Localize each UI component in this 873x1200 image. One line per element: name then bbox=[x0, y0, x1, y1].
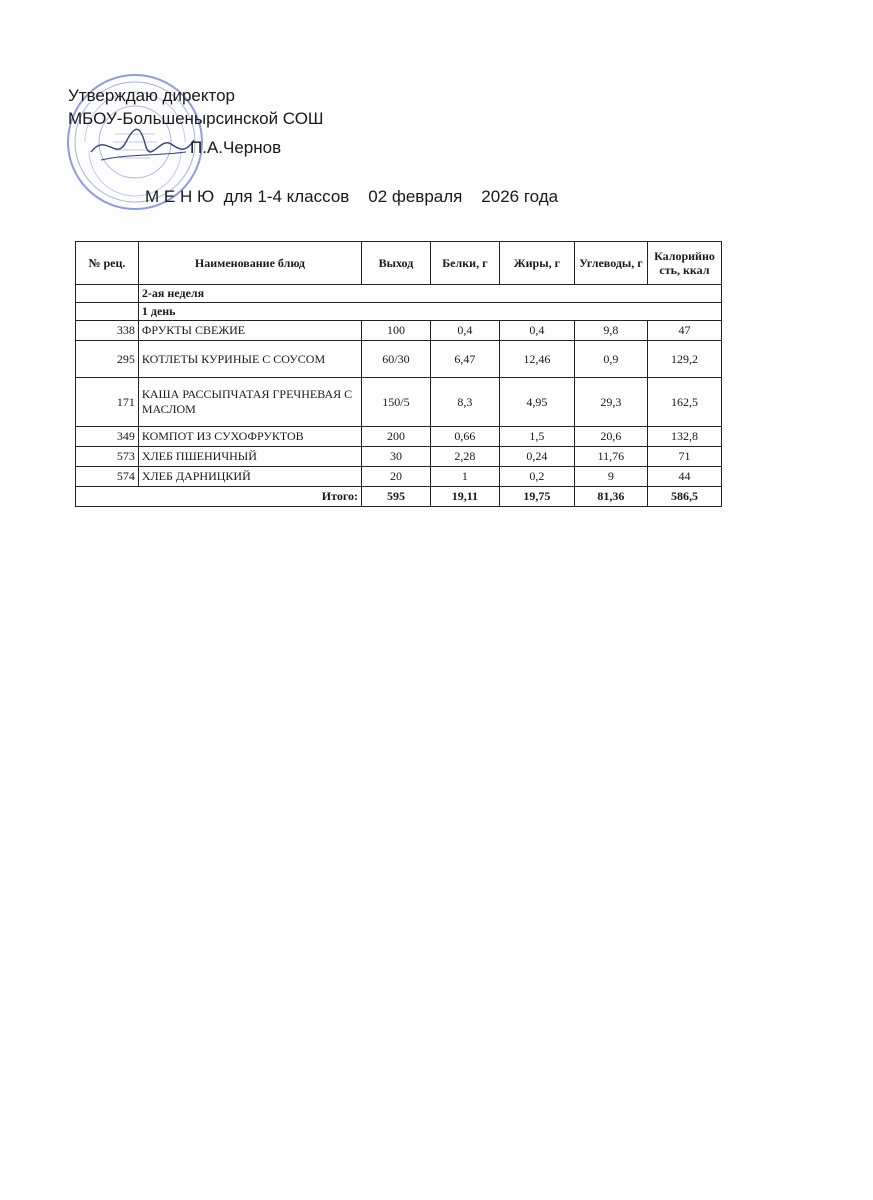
day-label: 1 день bbox=[138, 303, 721, 321]
recipe-num: 295 bbox=[76, 341, 139, 378]
day-row bbox=[76, 303, 722, 321]
table-row bbox=[76, 378, 722, 427]
school-name: МБОУ-Большенырсинской СОШ bbox=[68, 109, 324, 128]
total-proteins: 19,11 bbox=[430, 487, 499, 507]
total-row bbox=[76, 487, 722, 507]
header-carbs: Углеводы, г bbox=[574, 242, 647, 285]
total-output: 595 bbox=[361, 487, 430, 507]
carbs-cell: 20,6 bbox=[574, 427, 647, 447]
table-row bbox=[76, 467, 722, 487]
proteins-cell: 8,3 bbox=[430, 378, 499, 427]
total-calories: 586,5 bbox=[647, 487, 721, 507]
fats-cell: 0,2 bbox=[499, 467, 574, 487]
proteins-cell: 0,66 bbox=[430, 427, 499, 447]
carbs-cell: 11,76 bbox=[574, 447, 647, 467]
output-cell: 200 bbox=[361, 427, 430, 447]
menu-title bbox=[145, 187, 558, 207]
menu-word: М Е Н Ю bbox=[145, 187, 215, 206]
week-label: 2-ая неделя bbox=[138, 285, 721, 303]
carbs-cell: 9 bbox=[574, 467, 647, 487]
recipe-num: 573 bbox=[76, 447, 139, 467]
carbs-cell: 0,9 bbox=[574, 341, 647, 378]
fats-cell: 4,95 bbox=[499, 378, 574, 427]
total-label: Итого: bbox=[76, 487, 362, 507]
calories-cell: 71 bbox=[647, 447, 721, 467]
calories-cell: 44 bbox=[647, 467, 721, 487]
header-proteins: Белки, г bbox=[430, 242, 499, 285]
menu-table bbox=[75, 241, 722, 507]
dish-name: КОТЛЕТЫ КУРИНЫЕ С СОУСОМ bbox=[138, 341, 361, 378]
recipe-num: 338 bbox=[76, 321, 139, 341]
recipe-num: 574 bbox=[76, 467, 139, 487]
output-cell: 60/30 bbox=[361, 341, 430, 378]
fats-cell: 0,4 bbox=[499, 321, 574, 341]
header-recipe-num: № рец. bbox=[76, 242, 139, 285]
recipe-num: 349 bbox=[76, 427, 139, 447]
dish-name: ХЛЕБ ДАРНИЦКИЙ bbox=[138, 467, 361, 487]
carbs-cell: 29,3 bbox=[574, 378, 647, 427]
dish-name: КАША РАССЫПЧАТАЯ ГРЕЧНЕВАЯ С МАСЛОМ bbox=[138, 378, 361, 427]
dish-name: ХЛЕБ ПШЕНИЧНЫЙ bbox=[138, 447, 361, 467]
total-carbs: 81,36 bbox=[574, 487, 647, 507]
proteins-cell: 0,4 bbox=[430, 321, 499, 341]
menu-year: 2026 года bbox=[481, 187, 559, 206]
calories-cell: 47 bbox=[647, 321, 721, 341]
fats-cell: 0,24 bbox=[499, 447, 574, 467]
handwritten-signature-icon bbox=[86, 122, 196, 172]
dish-name: КОМПОТ ИЗ СУХОФРУКТОВ bbox=[138, 427, 361, 447]
approval-heading: Утверждаю директор bbox=[68, 86, 236, 105]
output-cell: 100 bbox=[361, 321, 430, 341]
menu-classes: для 1-4 классов bbox=[223, 187, 350, 206]
table-row bbox=[76, 341, 722, 378]
header-output: Выход bbox=[361, 242, 430, 285]
dish-name: ФРУКТЫ СВЕЖИЕ bbox=[138, 321, 361, 341]
carbs-cell: 9,8 bbox=[574, 321, 647, 341]
fats-cell: 1,5 bbox=[499, 427, 574, 447]
proteins-cell: 2,28 bbox=[430, 447, 499, 467]
recipe-num: 171 bbox=[76, 378, 139, 427]
output-cell: 20 bbox=[361, 467, 430, 487]
fats-cell: 12,46 bbox=[499, 341, 574, 378]
proteins-cell: 6,47 bbox=[430, 341, 499, 378]
output-cell: 150/5 bbox=[361, 378, 430, 427]
calories-cell: 132,8 bbox=[647, 427, 721, 447]
table-header-row bbox=[76, 242, 722, 285]
header-fats: Жиры, г bbox=[499, 242, 574, 285]
calories-cell: 162,5 bbox=[647, 378, 721, 427]
week-row bbox=[76, 285, 722, 303]
menu-date: 02 февраля bbox=[368, 187, 463, 206]
calories-cell: 129,2 bbox=[647, 341, 721, 378]
proteins-cell: 1 bbox=[430, 467, 499, 487]
total-fats: 19,75 bbox=[499, 487, 574, 507]
header-dish-name: Наименование блюд bbox=[138, 242, 361, 285]
director-name: П.А.Чернов bbox=[190, 138, 282, 157]
header-calories: Калорийно сть, ккал bbox=[647, 242, 721, 285]
output-cell: 30 bbox=[361, 447, 430, 467]
table-row bbox=[76, 447, 722, 467]
table-row bbox=[76, 427, 722, 447]
table-row bbox=[76, 321, 722, 341]
